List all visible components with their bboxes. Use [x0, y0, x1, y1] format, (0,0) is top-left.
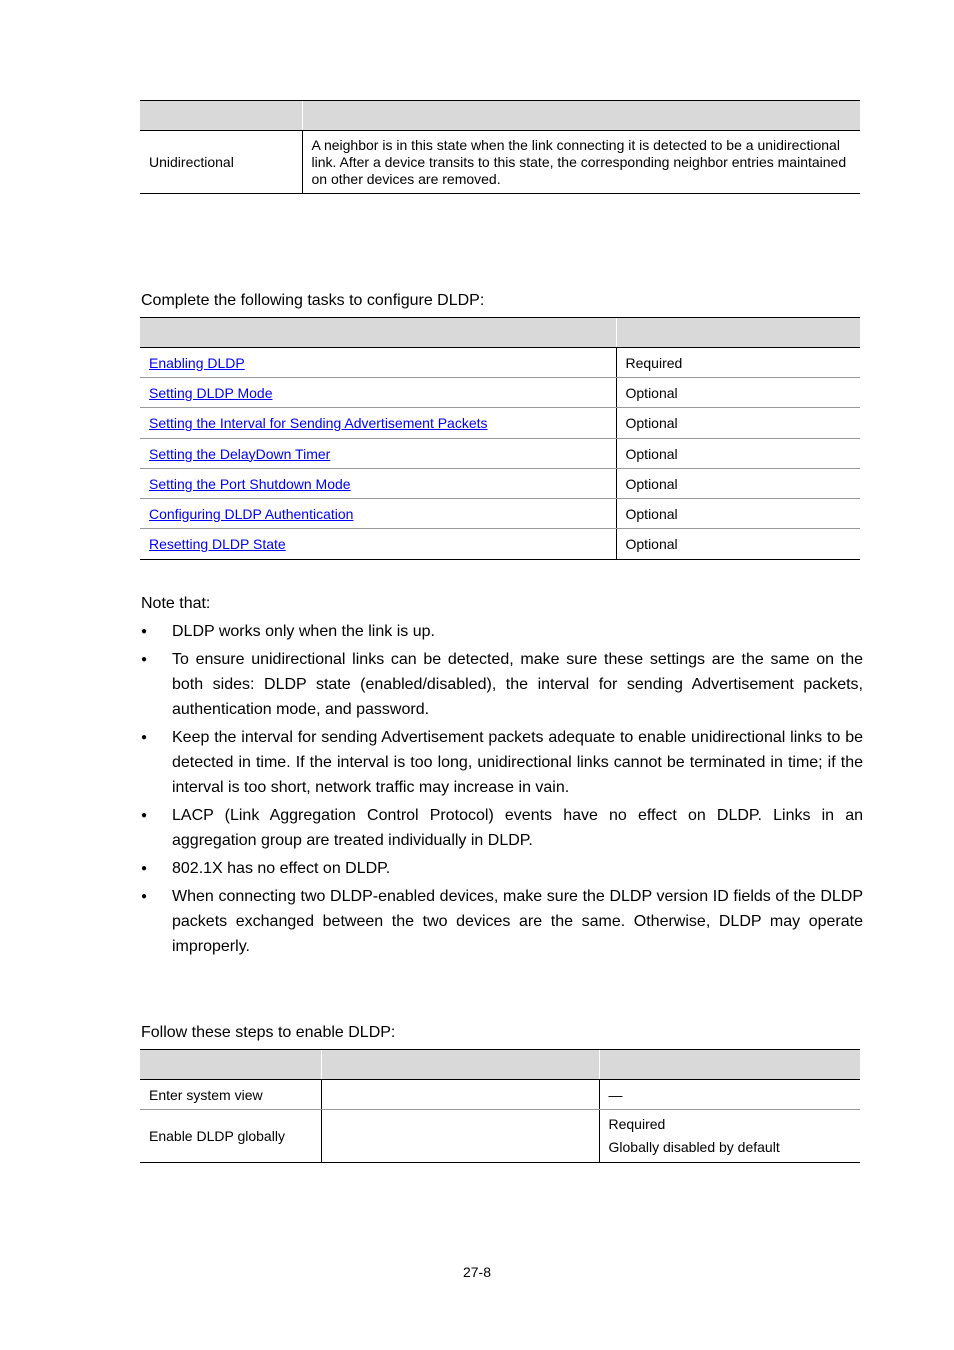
header-cell	[599, 1050, 860, 1080]
link-enabling-dldp[interactable]: Enabling DLDP	[149, 354, 245, 371]
table-header-row	[140, 101, 860, 131]
remarks-cell: Optional	[616, 439, 860, 469]
table-row	[140, 378, 860, 408]
page-number: 27-8	[462, 1264, 492, 1280]
bullet-icon: ●	[141, 626, 148, 637]
table-row	[140, 529, 860, 560]
header-cell	[321, 1050, 599, 1080]
remarks-line: Globally disabled by default	[608, 1139, 780, 1155]
note-label: Note that:	[141, 595, 211, 612]
list-item	[141, 619, 863, 644]
table-row	[140, 131, 860, 194]
header-cell	[140, 1050, 321, 1080]
remarks-cell: Optional	[616, 529, 860, 560]
note-text: Keep the interval for sending Advertisement packets adequate to enable unidirectional links to be detected in time. If the interval is too long, unidirectional links cannot be terminated in time; if the interval is too short, network traffic may increase in vain.	[172, 729, 863, 796]
link-resetting-dldp-state[interactable]: Resetting DLDP State	[149, 536, 286, 552]
link-setting-delaydown-timer[interactable]: Setting the DelayDown Timer	[149, 445, 331, 462]
table-row	[140, 499, 860, 529]
header-cell	[302, 101, 860, 131]
remarks-cell: Optional	[616, 408, 860, 439]
note-text: To ensure unidirectional links can be detected, make sure these settings are the same on the both sides: DLDP state (enabled/disabled), the interval for sending Advertisement packets, authentication mode, and password.	[172, 651, 863, 718]
steps-intro: Follow these steps to enable DLDP:	[141, 1024, 396, 1041]
bullet-icon: ●	[141, 654, 148, 665]
remarks-cell	[599, 1110, 860, 1163]
table-row	[140, 469, 860, 499]
enable-dldp-steps-table	[140, 1049, 860, 1163]
link-setting-advertisement-interval[interactable]: Setting the Interval for Sending Advertisement Packets	[149, 415, 488, 431]
table-row	[140, 1080, 860, 1110]
link-setting-port-shutdown-mode[interactable]: Setting the Port Shutdown Mode	[149, 475, 351, 492]
table-row	[140, 408, 860, 439]
note-text: LACP (Link Aggregation Control Protocol) events have no effect on DLDP. Links in an aggregation group are treated individually in DLDP.	[172, 807, 863, 849]
remarks-line: Required	[608, 1116, 666, 1132]
header-cell	[140, 101, 302, 131]
note-text: When connecting two DLDP-enabled devices, make sure the DLDP version ID fields of the DLDP packets exchanged between the two devices are the same. Otherwise, DLDP may operate improperly.	[172, 888, 863, 955]
table-header-row	[140, 1050, 860, 1080]
link-configuring-dldp-authentication[interactable]: Configuring DLDP Authentication	[149, 505, 354, 522]
remarks-cell: Required	[616, 348, 860, 378]
state-description-cell: A neighbor is in this state when the link connecting it is detected to be a unidirectional link. After a device transits to this state, the corresponding neighbor entries maintained on other devices are removed.	[302, 131, 860, 194]
operation-cell: Enter system view	[140, 1080, 321, 1110]
list-item	[141, 803, 863, 853]
remarks-cell: Optional	[616, 378, 860, 408]
table-header-row	[140, 318, 860, 348]
table-row	[140, 348, 860, 378]
remarks-cell: —	[599, 1080, 860, 1110]
command-cell	[321, 1080, 599, 1110]
operation-cell: Enable DLDP globally	[140, 1110, 321, 1163]
list-item	[141, 884, 863, 959]
remarks-cell: Optional	[616, 469, 860, 499]
command-cell	[321, 1110, 599, 1163]
list-item	[141, 856, 863, 881]
tasks-intro: Complete the following tasks to configure DLDP:	[141, 292, 485, 309]
remarks-cell: Optional	[616, 499, 860, 529]
config-tasks-table	[140, 317, 860, 560]
note-text: DLDP works only when the link is up.	[172, 623, 435, 640]
list-item	[141, 647, 863, 722]
bullet-icon: ●	[141, 810, 148, 821]
state-cell: Unidirectional	[140, 131, 302, 194]
header-cell	[140, 318, 616, 348]
list-item	[141, 725, 863, 800]
notes-list	[141, 619, 863, 962]
table-row	[140, 1110, 860, 1163]
bullet-icon: ●	[141, 732, 148, 743]
table-row	[140, 439, 860, 469]
bullet-icon: ●	[141, 891, 148, 902]
link-setting-dldp-mode[interactable]: Setting DLDP Mode	[149, 384, 273, 401]
header-cell	[616, 318, 860, 348]
bullet-icon: ●	[141, 863, 148, 874]
neighbor-state-table	[140, 100, 860, 194]
note-text: 802.1X has no effect on DLDP.	[172, 860, 391, 877]
